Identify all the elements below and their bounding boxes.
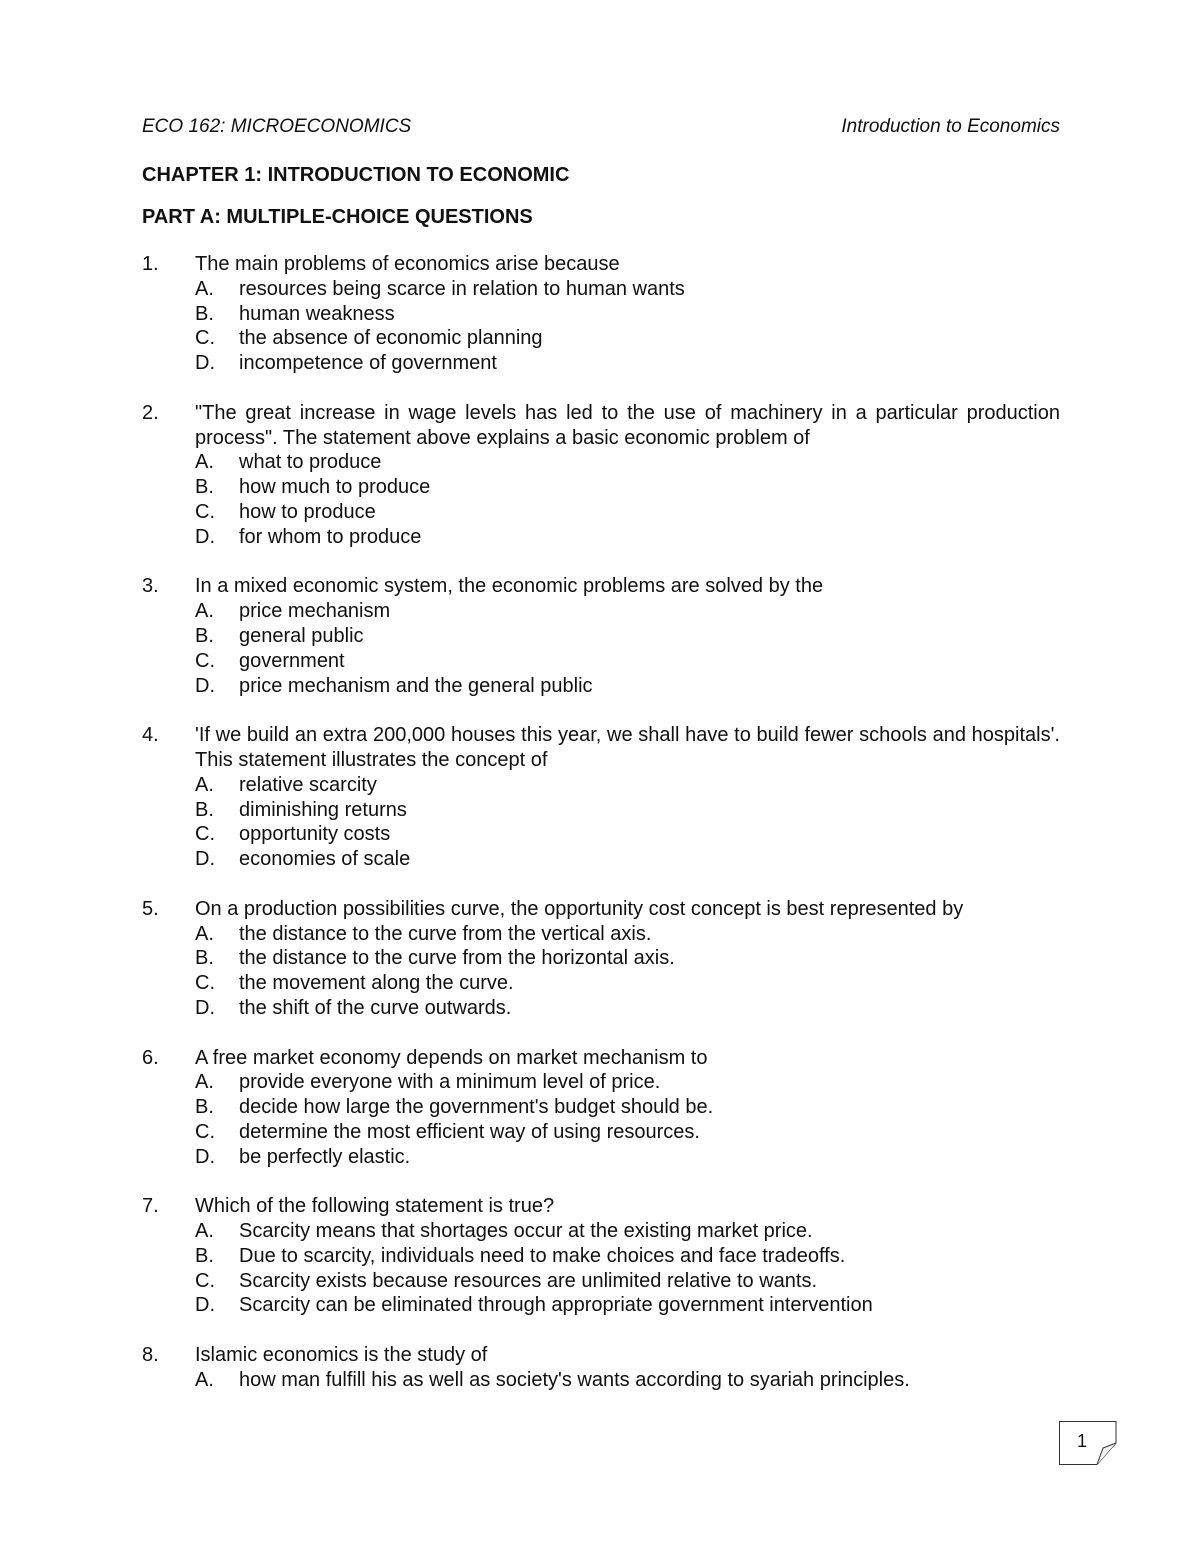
question-text: "The great increase in wage levels has led to the use of machinery in a particular production process". The statement above explains a basic economic problem of — [195, 401, 1060, 449]
answer-option — [142, 326, 1060, 351]
question-list — [142, 252, 1060, 1417]
option-text: human weakness — [239, 302, 395, 325]
question-number: 4. — [142, 724, 159, 747]
option-text: incompetence of government — [239, 352, 497, 375]
option-letter: B. — [195, 1244, 214, 1267]
option-text: how to produce — [239, 500, 376, 523]
option-text: provide everyone with a minimum level of price. — [239, 1071, 661, 1094]
answer-option — [142, 1120, 1060, 1145]
answer-option — [142, 1145, 1060, 1170]
option-letter: C. — [195, 327, 215, 350]
option-text: determine the most efficient way of using resources. — [239, 1120, 700, 1143]
option-letter: A. — [195, 1071, 214, 1094]
answer-option — [142, 1293, 1060, 1318]
option-text: how much to produce — [239, 476, 431, 499]
option-letter: A. — [195, 600, 214, 623]
question-item — [142, 1194, 1060, 1318]
option-letter: D. — [195, 1294, 215, 1317]
answer-option — [142, 798, 1060, 823]
option-text: what to produce — [239, 451, 382, 474]
question-text: Islamic economics is the study of — [195, 1344, 488, 1367]
answer-option — [142, 1269, 1060, 1294]
question-number: 6. — [142, 1046, 159, 1069]
page-number: 1 — [1076, 1431, 1087, 1451]
question-text: Which of the following statement is true? — [195, 1195, 555, 1218]
option-text: general public — [239, 624, 364, 647]
question-text: On a production possibilities curve, the opportunity cost concept is best represented by — [195, 897, 964, 920]
question-item — [142, 1343, 1060, 1393]
option-letter: B. — [195, 624, 214, 647]
option-letter: A. — [195, 1220, 214, 1243]
question-text: A free market economy depends on market mechanism to — [195, 1046, 708, 1069]
question-number: 5. — [142, 897, 159, 920]
option-text: how man fulfill his as well as society's wants according to syariah principles. — [239, 1368, 910, 1391]
answer-option — [142, 277, 1060, 302]
answer-option — [142, 996, 1060, 1021]
option-text: resources being scarce in relation to human wants — [239, 277, 685, 300]
answer-option — [142, 822, 1060, 847]
question-stem — [142, 1194, 1060, 1219]
question-text: 'If we build an extra 200,000 houses this year, we shall have to build fewer schools and hospitals'. This statement illustrates the concept of — [195, 724, 1060, 771]
option-letter: A. — [195, 922, 214, 945]
option-letter: D. — [195, 674, 215, 697]
answer-option — [142, 500, 1060, 525]
option-text: decide how large the government's budget should be. — [239, 1096, 714, 1119]
option-text: the movement along the curve. — [239, 972, 514, 995]
option-letter: D. — [195, 352, 215, 375]
answer-option — [142, 922, 1060, 947]
question-number: 8. — [142, 1344, 159, 1367]
answer-option — [142, 624, 1060, 649]
question-item — [142, 723, 1060, 872]
question-number: 7. — [142, 1195, 159, 1218]
option-letter: C. — [195, 972, 215, 995]
question-item — [142, 574, 1060, 698]
answer-option — [142, 1095, 1060, 1120]
option-letter: B. — [195, 476, 214, 499]
answer-option — [142, 599, 1060, 624]
question-stem — [142, 1343, 1060, 1368]
answer-option — [142, 475, 1060, 500]
option-letter: D. — [195, 996, 215, 1019]
question-item — [142, 401, 1060, 550]
option-text: the absence of economic planning — [239, 327, 543, 350]
answer-option — [142, 946, 1060, 971]
answer-option — [142, 525, 1060, 550]
option-letter: A. — [195, 277, 214, 300]
option-letter: D. — [195, 1145, 215, 1168]
option-letter: D. — [195, 525, 215, 548]
option-letter: B. — [195, 1096, 214, 1119]
answer-option — [142, 351, 1060, 376]
part-title: PART A: MULTIPLE-CHOICE QUESTIONS — [142, 206, 533, 228]
option-letter: C. — [195, 1269, 215, 1292]
chapter-title: CHAPTER 1: INTRODUCTION TO ECONOMIC — [142, 164, 570, 186]
page-header — [142, 116, 1060, 142]
question-item — [142, 1046, 1060, 1170]
question-item — [142, 897, 1060, 1021]
answer-option — [142, 1070, 1060, 1095]
option-letter: C. — [195, 500, 215, 523]
option-letter: A. — [195, 1368, 214, 1391]
question-number: 3. — [142, 575, 159, 598]
option-text: Due to scarcity, individuals need to make choices and face tradeoffs. — [239, 1244, 846, 1267]
option-text: government — [239, 649, 345, 672]
page-number-box — [1059, 1421, 1115, 1463]
answer-option — [142, 1219, 1060, 1244]
option-letter: C. — [195, 649, 215, 672]
question-stem — [142, 723, 1060, 773]
question-stem — [142, 1046, 1060, 1071]
option-text: Scarcity can be eliminated through appropriate government intervention — [239, 1294, 873, 1317]
option-letter: A. — [195, 773, 214, 796]
question-text: The main problems of economics arise because — [195, 253, 620, 275]
option-text: opportunity costs — [239, 823, 391, 846]
answer-option — [142, 450, 1060, 475]
option-text: price mechanism and the general public — [239, 674, 593, 697]
option-letter: A. — [195, 451, 214, 474]
question-text: In a mixed economic system, the economic problems are solved by the — [195, 575, 824, 598]
option-text: Scarcity exists because resources are unlimited relative to wants. — [239, 1269, 818, 1292]
option-text: the shift of the curve outwards. — [239, 996, 512, 1019]
answer-option — [142, 773, 1060, 798]
option-text: for whom to produce — [239, 525, 422, 548]
answer-option — [142, 1244, 1060, 1269]
answer-option — [142, 649, 1060, 674]
answer-option — [142, 847, 1060, 872]
answer-option — [142, 1368, 1060, 1393]
option-letter: D. — [195, 848, 215, 871]
option-text: relative scarcity — [239, 773, 377, 796]
option-letter: B. — [195, 947, 214, 970]
question-stem — [142, 574, 1060, 599]
option-letter: B. — [195, 798, 214, 821]
question-stem — [142, 401, 1060, 451]
option-text: economies of scale — [239, 848, 411, 871]
option-text: price mechanism — [239, 600, 391, 623]
answer-option — [142, 302, 1060, 327]
option-letter: C. — [195, 1120, 215, 1143]
option-text: the distance to the curve from the vertical axis. — [239, 922, 652, 945]
answer-option — [142, 971, 1060, 996]
option-letter: C. — [195, 823, 215, 846]
header-topic: Introduction to Economics — [841, 116, 1060, 137]
question-item — [142, 252, 1060, 376]
option-text: diminishing returns — [239, 798, 407, 821]
option-letter: B. — [195, 302, 214, 325]
question-number: 2. — [142, 401, 159, 424]
header-course: ECO 162: MICROECONOMICS — [142, 116, 412, 137]
question-stem — [142, 897, 1060, 922]
answer-option — [142, 674, 1060, 699]
option-text: Scarcity means that shortages occur at the existing market price. — [239, 1220, 813, 1243]
option-text: be perfectly elastic. — [239, 1145, 411, 1168]
question-stem — [142, 252, 1060, 277]
option-text: the distance to the curve from the horizontal axis. — [239, 947, 675, 970]
question-number: 1. — [142, 253, 159, 275]
